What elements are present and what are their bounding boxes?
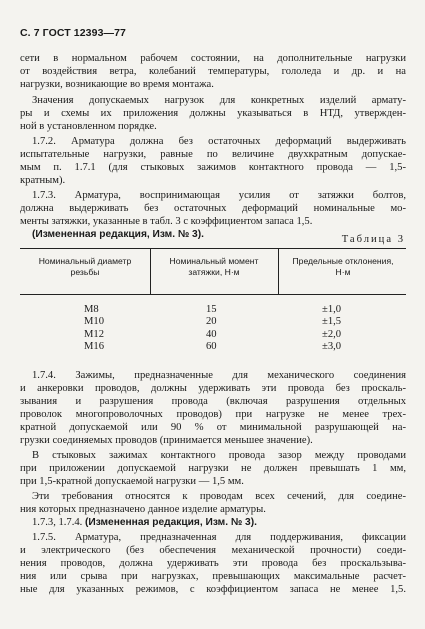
text-line: Эти требования относятся к проводам всех сечений, для соедине- [32,491,406,502]
text-line: мым п. 1.7.1 (для стыковых зажимов контактного провода — 1,5- [20,162,406,173]
text-line: нагрузки, возникающие во время монтажа. [20,79,214,90]
table-3 [20,248,406,366]
edit-note-line [20,516,406,529]
text-line: кратным). [20,175,66,186]
text-line: ной в установленном порядке. [20,121,157,132]
text-line: ния которых предназначено данное изделие арматуры. [20,504,266,515]
text-line: Значения допускаемых нагрузок для конкретных изделий армату- [32,95,406,106]
text-line: 1.7.2. Арматура должна без остаточных деформаций выдерживать [32,136,406,147]
text-line: кратной допускаемой или 90 % от минимальной разрушающей на- [20,422,406,433]
text-line: нения проводов, должна удерживать эти провода без проскальзыва- [20,558,406,569]
clause-reference: 1.7.3, 1.7.4. [32,517,83,528]
table-cell: 15 [206,304,217,315]
table-cell: 40 [206,328,217,340]
table-header-moment: Номинальный момент затяжки, Н·м [169,256,259,277]
text-line: должна выдерживать без остаточных деформаций номинальные мо- [20,203,406,214]
table-col-divider [278,248,279,294]
text-line: В стыковых зажимах контактного провода зазор между проводами [32,450,406,461]
text-line: испытательные нагрузки, равные по величине двухкратным допускае- [20,149,406,160]
text-line: 1.7.4. Зажимы, предназначенные для механического соединения [32,370,406,381]
table-caption: Таблица 3 [341,234,405,245]
table-cell: ±1,5 [322,316,342,328]
table-cell: ±2,0 [322,328,342,340]
table-rule-top [20,248,406,249]
text-line: грузки соединяемых проводов (принимается меньшее значение). [20,435,313,446]
table-cell: 60 [206,341,217,353]
table-cell: M10 [84,316,105,328]
text-line: 1.7.3. Арматура, воспринимающая усилия от затяжки болтов, [32,190,406,201]
table-cell: M16 [84,341,105,353]
page-header: С. 7 ГОСТ 12393—77 [20,27,126,39]
text-line: 1.7.5. Арматура, предназначенная для поддерживания, фиксации [32,532,406,543]
text-line: проволок многопроволочных проводов) при нагрузке не менее трех- [20,409,406,420]
edit-note: (Измененная редакция, Изм. № 3). [84,517,257,528]
text-line: менты затяжки, указанные в табл. 3 с коэффициентом запаса 1,5. [20,216,313,227]
text-line: ры и схемы их приложения должны указываться в НТД, утвержден- [20,108,406,119]
table-cell: 20 [206,316,217,328]
edit-note: (Измененная редакция, Изм. № 3). [32,229,204,240]
text-line: при 1,5-кратной допускаемой нагрузки — 1,5 мм. [20,476,244,487]
table-column-tolerance [322,304,341,354]
table-cell: ±3,0 [322,341,342,353]
table-header-tolerance: Предельные отклонения, Н·м [292,256,394,277]
table-column-moment [206,304,217,354]
table-cell: ±1,0 [322,304,342,315]
text-line: от воздействия ветра, колебаний температуры, гололеда и др. и на [20,66,406,77]
table-cell: M12 [84,328,105,340]
table-column-diameter [84,304,104,354]
text-line: ные для указанных режимов, с коэффициентом запаса не менее 1,5. [20,584,406,595]
text-line: сети в нормальном рабочем состоянии, на дополнительные нагрузки [20,53,406,64]
text-line: ния или срыва при нагрузках, превышающих максимальные расчет- [20,571,406,582]
table-cell: M8 [84,304,99,315]
text-line: и анкеровки проводов, должны удерживать эти провода без проскаль- [20,383,406,394]
table-header-diameter: Номинальный диаметр резьбы [38,256,132,277]
table-rule-header [20,294,406,295]
text-line: при приложении допускаемой нагрузки не должен превышать 1 мм, [20,463,406,474]
text-line: и электрического (без обеспечения механической прочности) соеди- [20,545,406,556]
table-col-divider [150,248,151,294]
text-line: зывания и разрушения провода (включая разрушения отдельных [20,396,406,407]
